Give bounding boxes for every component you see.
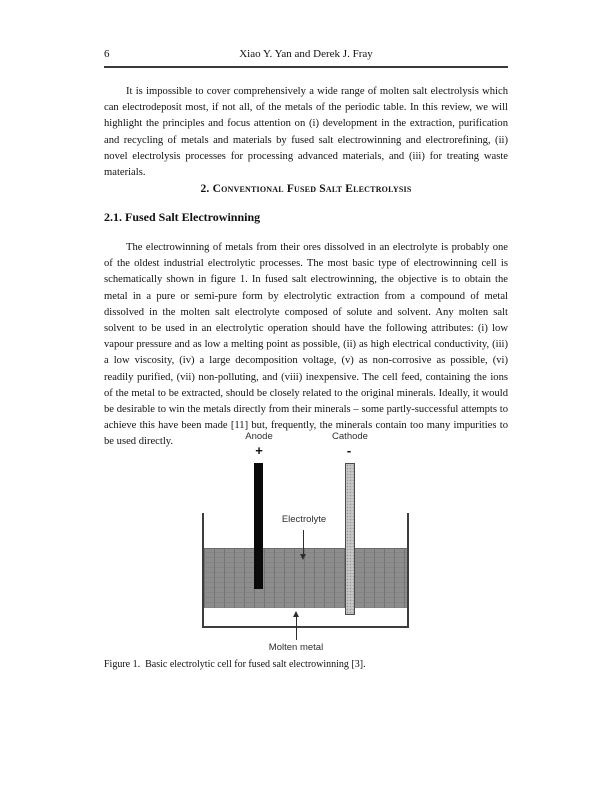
section-heading: 2. Conventional Fused Salt Electrolysis: [200, 183, 412, 195]
running-title: Xiao Y. Yan and Derek J. Fray: [239, 48, 373, 60]
page-header: [104, 47, 508, 68]
subsection-heading: 2.1. Fused Salt Electrowinning: [104, 210, 261, 224]
electrolyte-label: Electrolyte: [281, 514, 327, 525]
anode-electrode: [254, 463, 263, 589]
cathode-polarity-minus: -: [346, 443, 352, 458]
electrolyte-arrowhead-icon: [300, 554, 306, 560]
figure-caption: Figure 1. Basic electrolytic cell for fused salt electrowinning [3].: [104, 659, 366, 670]
anode-polarity-plus: +: [255, 443, 263, 458]
electrolyte-arrow: [303, 530, 304, 554]
figure-electrolytic-cell: [104, 428, 508, 656]
molten-metal-arrow: [296, 617, 297, 640]
page-number: 6: [104, 48, 110, 60]
molten-metal-label: Molten metal: [268, 642, 324, 653]
cathode-label: Cathode: [332, 431, 368, 442]
cathode-electrode: [345, 463, 355, 615]
anode-label: Anode: [245, 431, 273, 442]
body-paragraph: The electrowinning of metals from their ores dissolved in an electrolyte is probably one of the oldest industrial electrolytic processes. The most basic type of electrowinning cell is schematically shown in figure 1. In fused salt electrowinning, the objective is to obtain the metal in a pure or semi-pure form by electrolytic extraction from a compound of metal dissolved in the molten salt electrolyte composed of solute and solvent. Any molten salt solvent to be used in an electrolytic operation should have the following attributes: (i) low vapour pressure and as low a melting point as possible, (ii) as high electrical conductivity, (iii) a low viscosity, (iv) a large decomposition voltage, (v) as non-corrosive as possible, (vi) readily purified, (vii) non-polluting, and (viii) inexpensive. The cell feed, containing the ions of the metal to be extracted, should be closely related to the original minerals. Ideally, it would be desirable to win the metals directly from their minerals – some partly-successful attempts to achieve this have been made [11] but, frequently, the minerals contain too many impurities to be used directly.: [104, 242, 508, 448]
intro-paragraph: It is impossible to cover comprehensively a wide range of molten salt electrolysis which can electrodeposit most, if not all, of the metals of the periodic table. In this review, we will highlight the principles and focus attention on (i) development in the extraction, purification and recycling of metals and materials by fused salt electrowinning and electrorefining, (ii) novel electrolysis processes for processing advanced materials, and (iii) for treating waste materials.: [104, 86, 508, 179]
